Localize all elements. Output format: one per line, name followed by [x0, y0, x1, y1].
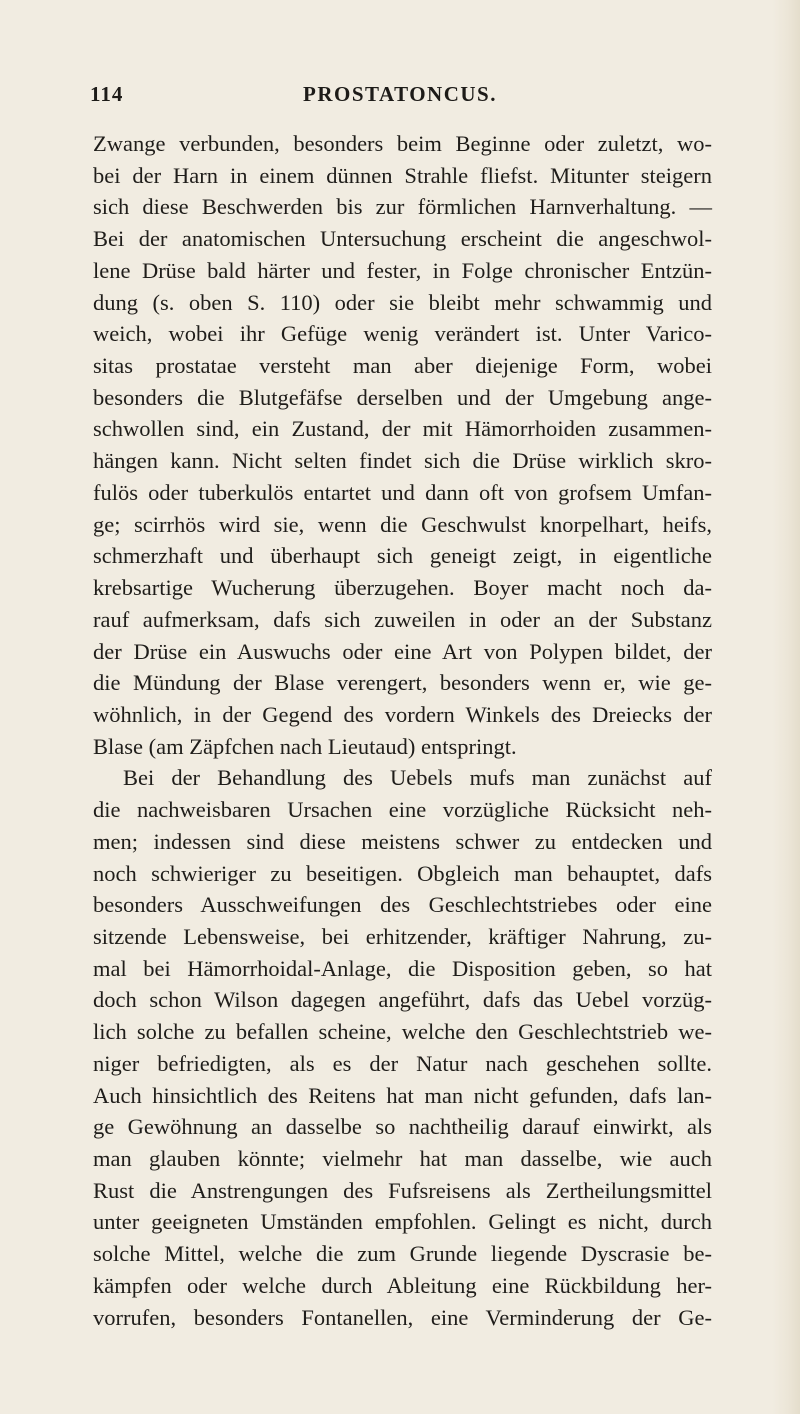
text-line: wöhnlich, in der Gegend des vordern Winkels des Dreiecks der [93, 701, 712, 727]
text-line: vorrufen, besonders Fontanellen, eine Verminderung der Ge- [93, 1304, 712, 1330]
text-line: mal bei Hämorrhoidal-Anlage, die Disposition geben, so hat [93, 955, 712, 981]
text-line: unter geeigneten Umständen empfohlen. Gelingt es nicht, durch [93, 1209, 712, 1235]
text-line: die nachweisbaren Ursachen eine vorzügliche Rücksicht neh- [93, 797, 712, 823]
text-line: bei der Harn in einem dünnen Strahle fliefst. Mitunter steigern [93, 162, 712, 188]
text-line: Blase (am Zäpfchen nach Lieutaud) entspringt. [93, 733, 517, 759]
text-line: sitas prostatae versteht man aber diejenige Form, wobei [93, 353, 712, 379]
text-line: dung (s. oben S. 110) oder sie bleibt mehr schwammig und [93, 289, 712, 315]
text-line: ge; scirrhös wird sie, wenn die Geschwulst knorpelhart, heifs, [93, 511, 712, 537]
page-edge-shadow [772, 0, 800, 1414]
text-line: ge Gewöhnung an dasselbe so nachtheilig darauf einwirkt, als [93, 1114, 712, 1140]
text-line: besonders die Blutgefäfse derselben und der Umgebung ange- [93, 384, 712, 410]
text-line: hängen kann. Nicht selten findet sich die Drüse wirklich skro- [93, 448, 712, 474]
page-number: 114 [90, 82, 124, 106]
text-line: noch schwieriger zu beseitigen. Obgleich man behauptet, dafs [93, 860, 712, 886]
text-line: Bei der anatomischen Untersuchung erscheint die angeschwol- [93, 226, 712, 252]
text-line: besonders Ausschweifungen des Geschlechtstriebes oder eine [93, 892, 712, 918]
text-line: men; indessen sind diese meistens schwer zu entdecken und [93, 828, 712, 854]
text-line: fulös oder tuberkulös entartet und dann oft von grofsem Umfan- [93, 479, 712, 505]
text-line: Auch hinsichtlich des Reitens hat man nicht gefunden, dafs lan- [93, 1082, 712, 1108]
text-line: schwollen sind, ein Zustand, der mit Hämorrhoiden zusammen- [93, 416, 712, 442]
text-line: rauf aufmerksam, dafs sich zuweilen in oder an der Substanz [93, 606, 712, 632]
text-line: lich solche zu befallen scheine, welche den Geschlechtstrieb we- [93, 1019, 712, 1045]
text-line: sitzende Lebensweise, bei erhitzender, kräftiger Nahrung, zu- [93, 923, 712, 949]
text-line: der Drüse ein Auswuchs oder eine Art von Polypen bildet, der [93, 638, 712, 664]
text-line: krebsartige Wucherung überzugehen. Boyer macht noch da- [93, 575, 712, 601]
text-line: weich, wobei ihr Gefüge wenig verändert ist. Unter Varico- [93, 321, 712, 347]
text-line: solche Mittel, welche die zum Grunde liegende Dyscrasie be- [93, 1241, 712, 1267]
text-line: schmerzhaft und überhaupt sich geneigt zeigt, in eigentliche [93, 543, 712, 569]
text-line: Zwange verbunden, besonders beim Beginne oder zuletzt, wo- [93, 131, 712, 156]
text-line: Rust die Anstrengungen des Fufsreisens als Zertheilungsmittel [93, 1177, 712, 1203]
text-line: kämpfen oder welche durch Ableitung eine Rückbildung her- [93, 1272, 712, 1298]
text-line: sich diese Beschwerden bis zur förmlichen Harnverhaltung. — [93, 194, 712, 220]
text-line: Bei der Behandlung des Uebels mufs man zunächst auf [123, 765, 712, 791]
text-line: lene Drüse bald härter und fester, in Folge chronischer Entzün- [93, 257, 712, 283]
text-line: man glauben könnte; vielmehr hat man dasselbe, wie auch [93, 1146, 712, 1171]
running-head [90, 82, 710, 116]
text-line: doch schon Wilson dagegen angeführt, dafs das Uebel vorzüg- [93, 987, 712, 1013]
running-title: PROSTATONCUS. [303, 82, 497, 106]
text-line: niger befriedigten, als es der Natur nach geschehen sollte. [93, 1050, 712, 1076]
body-text [93, 128, 712, 1333]
text-line: die Mündung der Blase verengert, besonders wenn er, wie ge- [93, 670, 712, 696]
